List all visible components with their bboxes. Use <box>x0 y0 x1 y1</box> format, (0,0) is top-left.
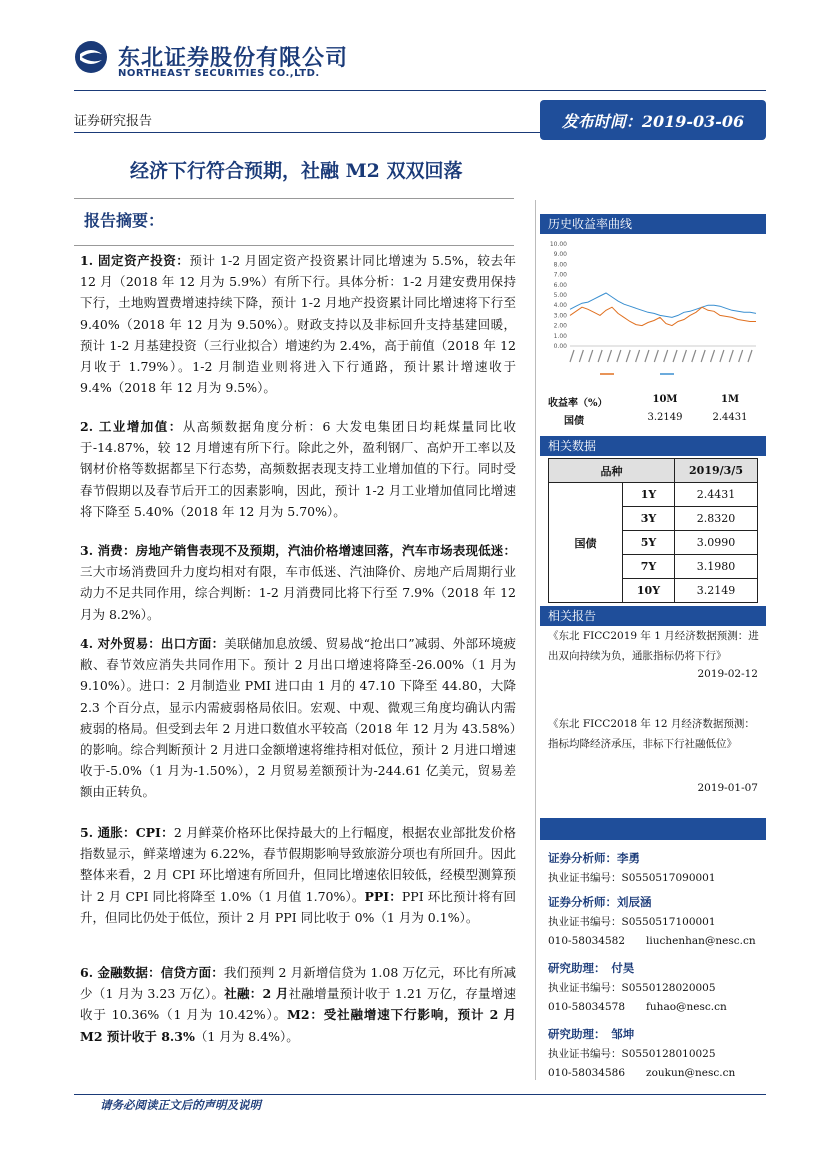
analyst-section-header <box>540 818 766 840</box>
analyst-license: 执业证书编号：S0550128020005 <box>548 982 716 994</box>
y-tick-label: 6.00 <box>553 281 567 289</box>
yield-val1: 3.2149 <box>647 412 683 423</box>
yield-summary <box>540 394 766 427</box>
x-tick-mark <box>598 350 602 362</box>
x-tick-mark <box>589 350 593 362</box>
y-tick-label: 4.00 <box>553 302 567 310</box>
analyst-name: 证券分析师：刘辰涵 <box>548 895 652 909</box>
y-tick-label: 2.00 <box>553 322 567 330</box>
summary-title: 报告摘要： <box>84 211 165 230</box>
paragraph-inflation: 5. 通胀：CPI：2 月鲜菜价格环比保持最大的上行幅度，根据农业部批发价格指数显示，鲜菜增速为 6.22%，春节假期影响导致旅游分项也有所回升。因此整体来看，2 月 CPI 环比增速有所回升，但同比增速依旧较低，经模型测算预计 2 月 CPI 同比将降至 1.0%（1 月值 1.70%）。PPI：PPI 环比预计将有回升，但同比仍处于低位，预计 2 月 PPI 同比收于 0%（1 月为 0.1%）。 <box>80 825 516 925</box>
related-data-table <box>548 458 758 603</box>
x-tick-mark <box>664 350 668 362</box>
paragraph-fixed-investment: 1. 固定资产投资：预计 1-2 月固定资产投资累计同比增速为 5.5%，较去年 12 月（2018 年 12 月为 5.9%）有所下行。具体分析：1-2 月建安费用保持下行，土地购置费增速持续下降，预计 1-2 月地产投资累计同比增速将下行至 9.40%（2018 年 12 月为 9.50%）。财政支持以及非标回升支持基建回暖，预计 1-2 月基建投资（三行业拟合）增速约为 2.4%，高于前值（2018 年 12 月收于 1.79%）。1-2 月制造业则将进入下行通路，预计累计增速收于 9.4%（2018 年 12 月为 9.5%）。 <box>80 253 517 396</box>
table-group-label: 国债 <box>549 483 623 603</box>
table-row-term: 3Y <box>623 507 675 531</box>
y-tick-label: 10.00 <box>549 241 567 248</box>
x-tick-mark <box>692 350 696 362</box>
analyst-license: 执业证书编号：S0550517100001 <box>548 916 716 928</box>
analyst-name: 研究助理： 付昊 <box>548 961 635 975</box>
related-report-date: 2019-02-12 <box>697 668 758 680</box>
related-report-link[interactable]: 《东北 FICC2019 年 1 月经济数据预测：进出双向持续为负，通胀指标仍将下行》 <box>548 630 759 662</box>
table-row-value: 3.0990 <box>675 531 758 555</box>
x-tick-mark <box>701 350 705 362</box>
analyst-name: 证券分析师：李勇 <box>548 851 640 865</box>
footer-disclaimer: 请务必阅读正文后的声明及说明 <box>100 1098 261 1112</box>
company-logo-icon <box>74 40 108 74</box>
x-tick-mark <box>711 350 715 362</box>
y-tick-label: 7.00 <box>553 271 567 279</box>
footer-divider <box>74 1094 766 1095</box>
yield-label: 收益率（%） <box>548 398 608 409</box>
table-header-date: 2019/3/5 <box>675 459 758 483</box>
table-row-value: 3.1980 <box>675 555 758 579</box>
paragraph-industrial: 2. 工业增加值：从高频数据角度分析：6 大发电集团日均耗煤量同比收于-14.87%，较 12 月增速有所下行。除此之外，盈利钢厂、高炉开工率以及钢材价格等数据都呈下行态势，高频数据表现支持工业增加值的下行。同时受春节假期以及春节后开工的因素影响，因此，预计 1-2 月工业增加值同比增速将下降至 5.40%（2018 年 12 月为 5.70%）。 <box>80 419 516 519</box>
paragraph-consumption: 3. 消费：房地产销售表现不及预期，汽油价格增速回落，汽车市场表现低迷：三大市场消费回升力度均相对有限，车市低迷、汽油降价、房地产后周期行业动力不足共同作用，综合判断：1-2 月消费同比将下行至 7.9%（2018 年 12 月为 8.2%）。 <box>80 543 516 622</box>
y-tick-label: 5.00 <box>553 292 567 299</box>
table-row-term: 1Y <box>623 483 675 507</box>
analyst-contact[interactable]: 010-58034586 zoukun@nesc.cn <box>548 1067 736 1079</box>
report-title: 经济下行符合预期，社融 M2 双双回落 <box>130 160 463 182</box>
table-row-term: 5Y <box>623 531 675 555</box>
header-divider <box>74 90 766 91</box>
paragraph-trade: 4. 对外贸易：出口方面：美联储加息放缓、贸易战“抢出口”减弱、外部环境疲敝、春节效应消失共同作用下。预计 2 月出口增速将降至-26.00%（1 月为 9.10%）。进口：2 月制造业 PMI 进口由 1 月的 47.10 下降至 44.80，大降 2.3 个百分点，显示内需疲弱格局依旧。宏观、中观、微观三角度均确认内需疲弱的格局。但受到去年 2 月进口数值水平较高（2018 年 12 月为 43.58%）的影响。综合判断预计 2 月进口金额增速将维持相对低位，预计 2 月进口增速收于-5.0%（1 月为-1.50%），2 月贸易差额预计为-244.61 亿美元，贸易差额由正转负。 <box>80 636 516 800</box>
yield-col2: 1M <box>720 394 740 405</box>
table-row-term: 10Y <box>623 579 675 603</box>
column-divider <box>535 200 536 1080</box>
y-tick-label: 8.00 <box>553 261 567 269</box>
series-line-10M <box>570 293 756 317</box>
yield-row-label: 国债 <box>564 416 584 427</box>
x-tick-mark <box>570 350 574 362</box>
company-name-en: NORTHEAST SECURITIES CO.,LTD. <box>118 68 320 79</box>
analyst-license: 执业证书编号：S0550128010025 <box>548 1048 716 1060</box>
analyst-name: 研究助理： 邹坤 <box>548 1027 635 1041</box>
x-tick-mark <box>579 350 583 362</box>
table-row-value: 3.2149 <box>675 579 758 603</box>
table-row-term: 7Y <box>623 555 675 579</box>
y-tick-label: 1.00 <box>553 332 567 340</box>
company-name-cn: 东北证券股份有限公司 <box>118 46 349 71</box>
table-row-value: 2.4431 <box>675 483 758 507</box>
related-reports-header: 相关报告 <box>540 606 766 626</box>
related-report-link[interactable]: 《东北 FICC2018 年 12 月经济数据预测：指标均降经济承压，非标下行社融低位》 <box>548 718 755 750</box>
report-type: 证券研究报告 <box>74 114 153 129</box>
x-tick-mark <box>748 350 752 362</box>
x-tick-mark <box>673 350 677 362</box>
related-data-header: 相关数据 <box>540 436 766 456</box>
y-tick-label: 3.00 <box>553 312 567 320</box>
x-tick-mark <box>636 350 640 362</box>
x-tick-mark <box>645 350 649 362</box>
yield-val2: 2.4431 <box>712 412 748 423</box>
y-tick-label: 9.00 <box>553 251 567 259</box>
paragraph-finance: 6. 金融数据：信贷方面：我们预判 2 月新增信贷为 1.08 万亿元，环比有所减少（1 月为 3.23 万亿）。社融：2 月社融增量预计收于 1.21 万亿，存量增速收于 10.36%（1 月为 10.42%）。M2：受社融增速下行影响，预计 2 月 M2 预计收于 8.3%（1 月为 8.4%）。 <box>80 965 516 1044</box>
x-tick-mark <box>720 350 724 362</box>
table-row-value: 2.8320 <box>675 507 758 531</box>
y-tick-label: 0.00 <box>553 343 567 350</box>
chart-section-header: 历史收益率曲线 <box>540 214 766 234</box>
x-tick-mark <box>682 350 686 362</box>
x-tick-mark <box>607 350 611 362</box>
analyst-license: 执业证书编号：S0550517090001 <box>548 872 716 884</box>
x-tick-mark <box>729 350 733 362</box>
header-rule <box>74 132 540 133</box>
analyst-contact[interactable]: 010-58034582 liuchenhan@nesc.cn <box>548 935 756 947</box>
publish-date-badge: 发布时间：2019-03-06 <box>540 100 766 140</box>
x-tick-mark <box>617 350 621 362</box>
yield-curve-chart <box>540 236 766 386</box>
yield-col1: 10M <box>652 394 678 405</box>
x-tick-mark <box>739 350 743 362</box>
related-report-date: 2019-01-07 <box>697 782 758 794</box>
table-header-variety: 品种 <box>549 459 675 483</box>
analyst-contact[interactable]: 010-58034578 fuhao@nesc.cn <box>548 1001 727 1013</box>
x-tick-mark <box>654 350 658 362</box>
x-tick-mark <box>626 350 630 362</box>
